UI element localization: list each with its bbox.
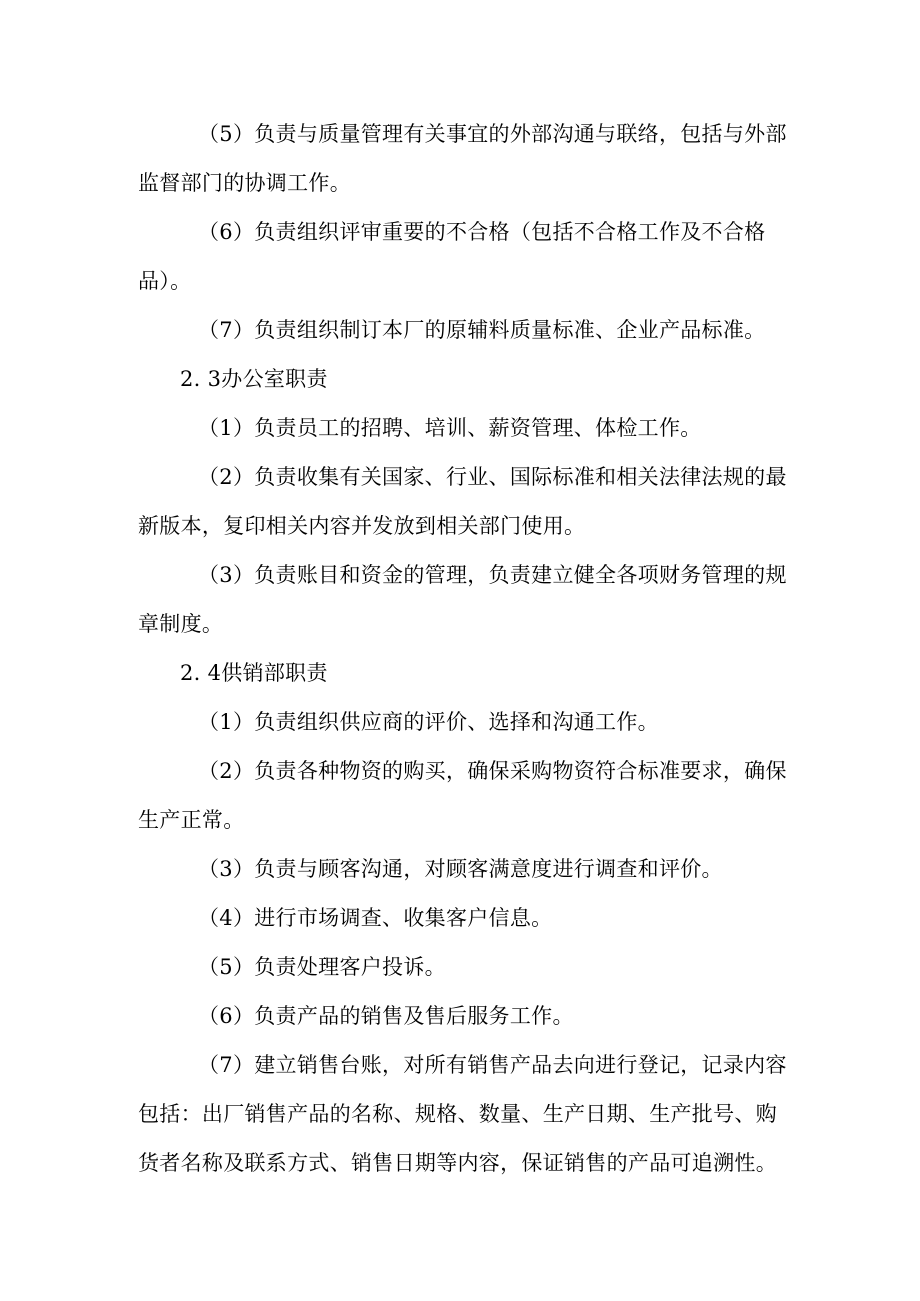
text-line: 新版本，复印相关内容并发放到相关部门使用。: [138, 514, 586, 538]
section-heading: 2. 3办公室职责: [180, 367, 328, 391]
text-line: （1）负责员工的招聘、培训、薪资管理、体检工作。: [198, 416, 702, 440]
text-line: （6）负责组织评审重要的不合格（包括不合格工作及不合格: [198, 220, 766, 244]
text-line: 货者名称及联系方式、销售日期等内容，保证销售的产品可追溯性。: [138, 1151, 777, 1175]
text-line: （4）进行市场调查、收集客户信息。: [198, 906, 553, 930]
text-line: （7）负责组织制订本厂的原辅料质量标准、企业产品标准。: [198, 318, 766, 342]
text-line: （2）负责各种物资的购买，确保采购物资符合标准要求，确保: [198, 759, 787, 783]
text-line: （1）负责组织供应商的评价、选择和沟通工作。: [198, 710, 659, 734]
text-line: 生产正常。: [138, 808, 245, 832]
text-line: 监督部门的协调工作。: [138, 171, 351, 195]
text-line: 包括：出厂销售产品的名称、规格、数量、生产日期、生产批号、购: [138, 1102, 777, 1126]
text-line: 章制度。: [138, 612, 224, 636]
text-line: （6）负责产品的销售及售后服务工作。: [198, 1004, 574, 1028]
text-line: （5）负责与质量管理有关事宜的外部沟通与联络，包括与外部: [198, 122, 787, 146]
text-line: （3）负责账目和资金的管理，负责建立健全各项财务管理的规: [198, 563, 787, 587]
text-line: （5）负责处理客户投诉。: [198, 955, 446, 979]
text-line: （7）建立销售台账，对所有销售产品去向进行登记，记录内容: [198, 1053, 787, 1077]
section-heading: 2. 4供销部职责: [180, 661, 328, 685]
text-line: （3）负责与顾客沟通，对顾客满意度进行调查和评价。: [198, 857, 723, 881]
text-line: （2）负责收集有关国家、行业、国际标准和相关法律法规的最: [198, 465, 787, 489]
text-line: 品）。: [138, 269, 192, 293]
